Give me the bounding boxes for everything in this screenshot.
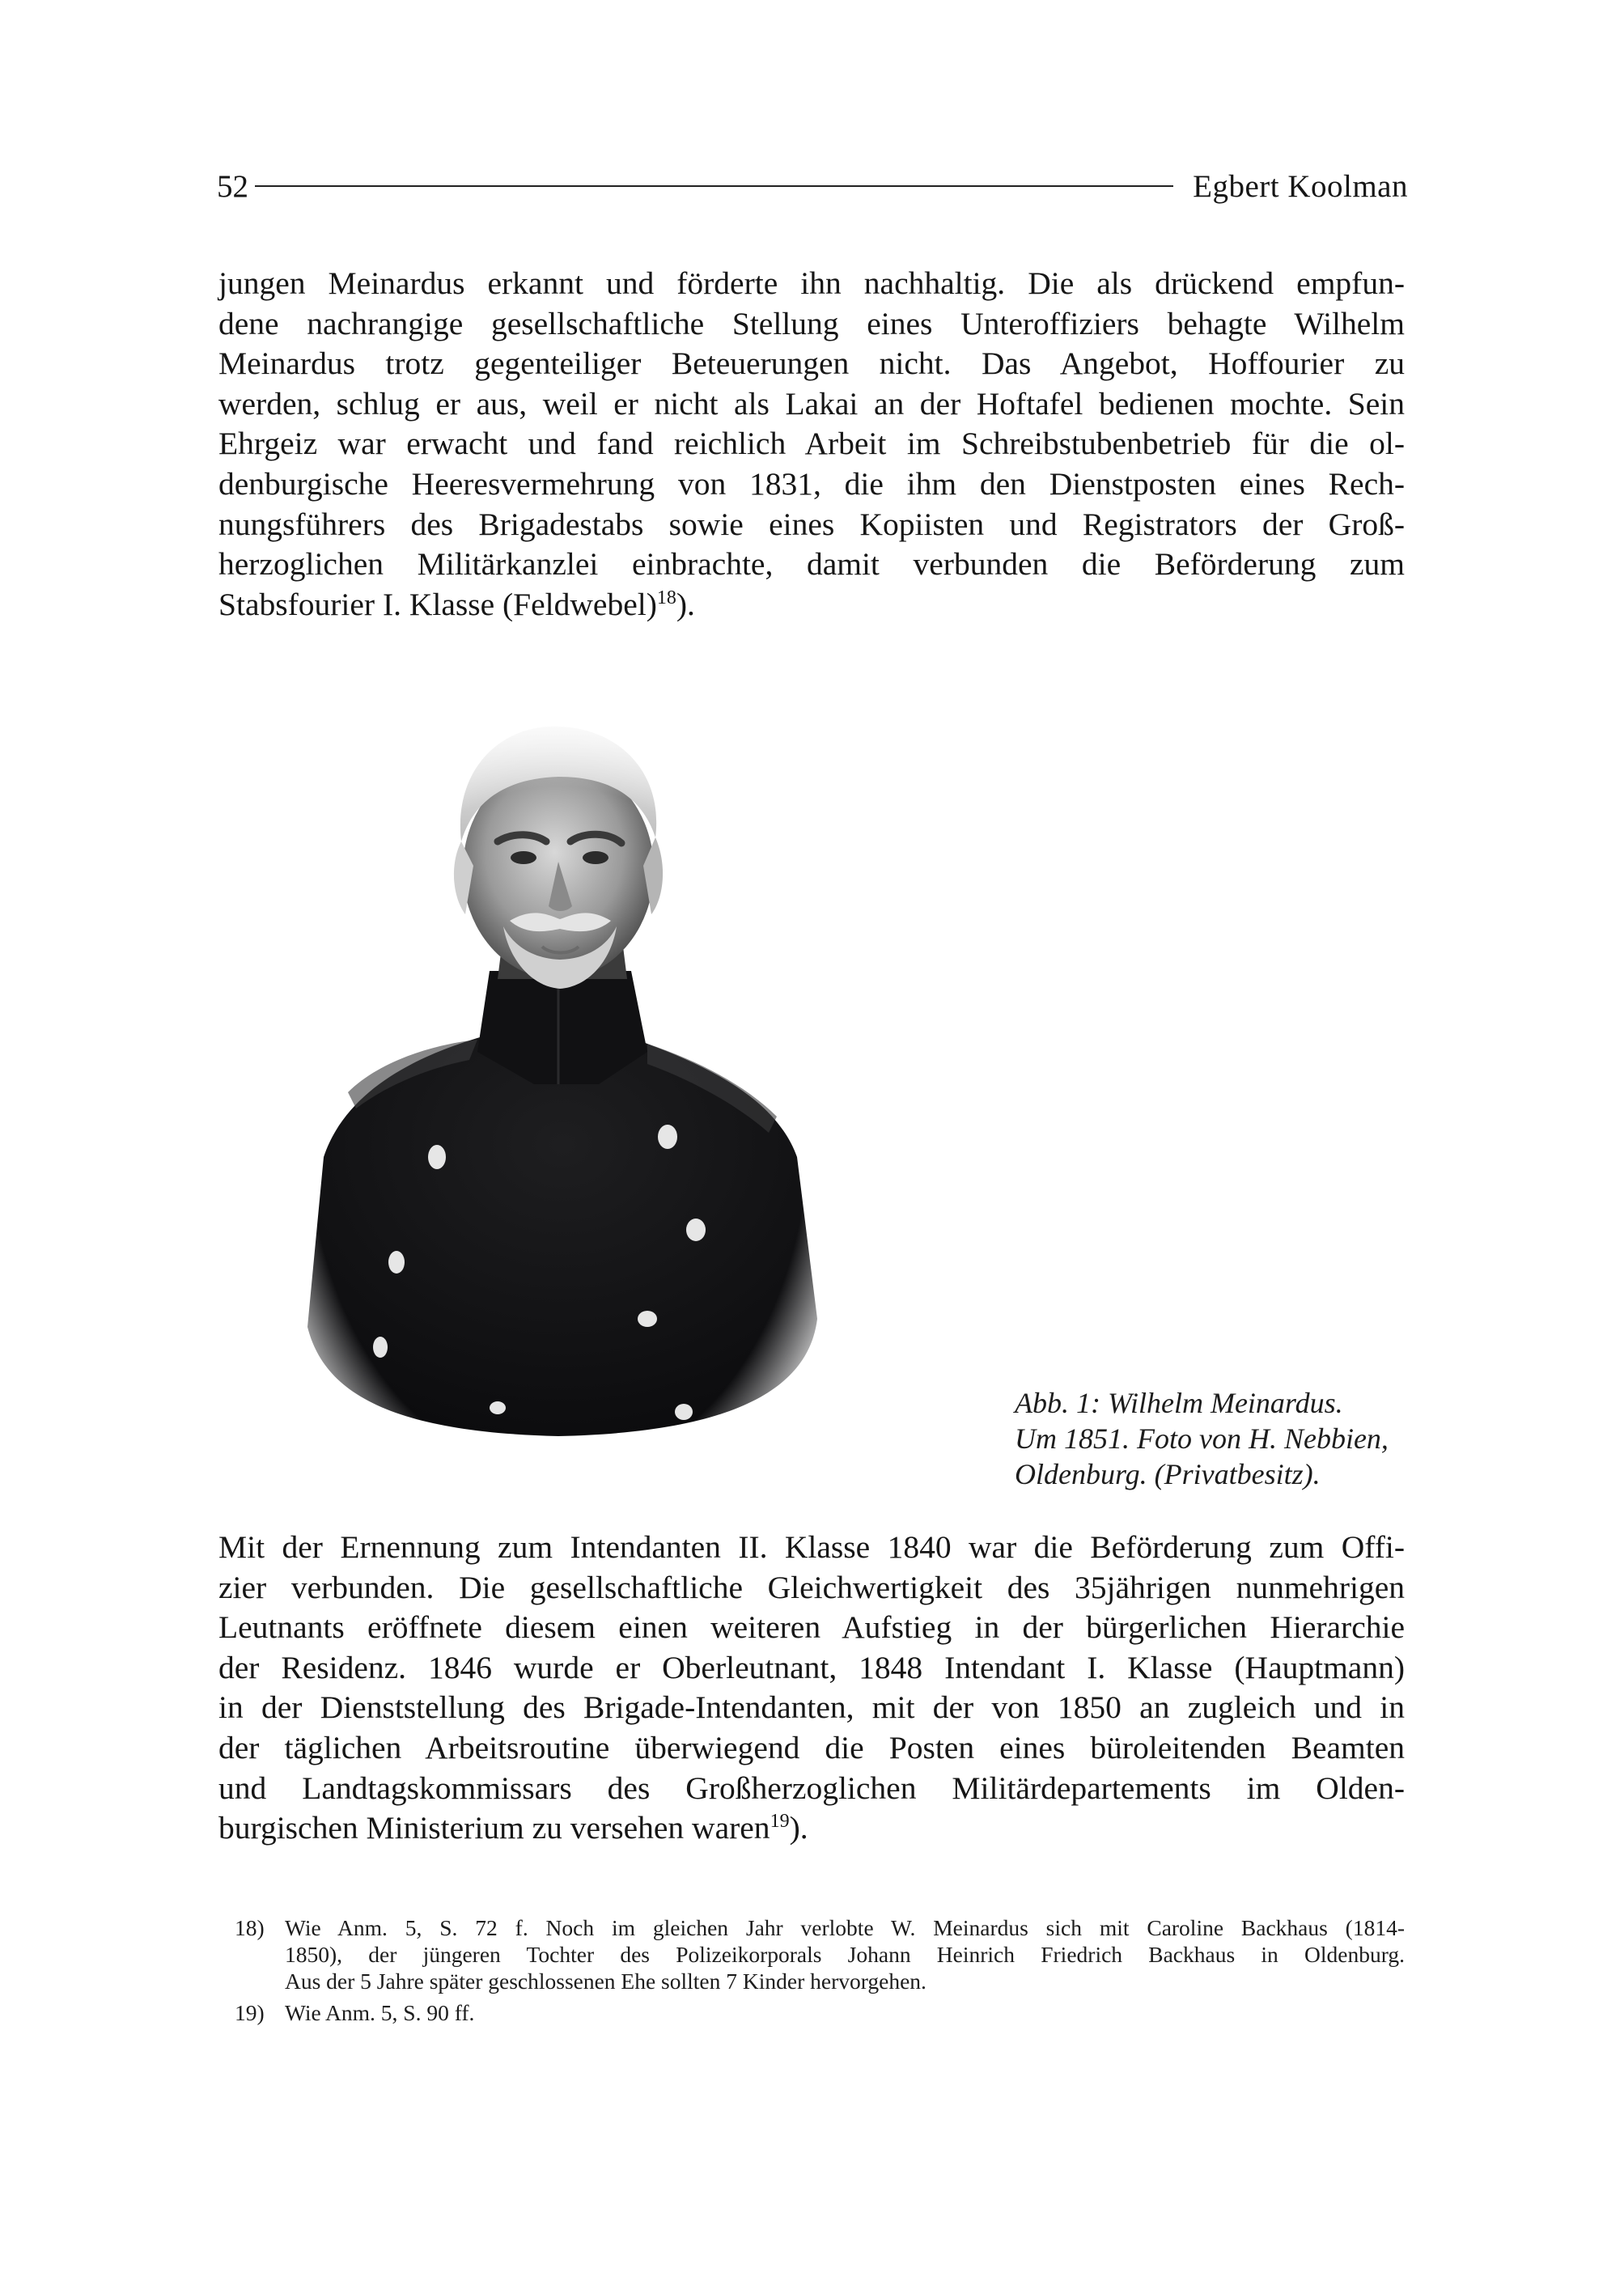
header-rule [255, 185, 1173, 187]
footnote-line: 1850), der jüngeren Tochter des Polizeikorporals Johann Heinrich Friedrich Backhaus in Oldenburg. [285, 1942, 1405, 1967]
footnote-text [285, 1999, 1405, 2026]
footnotes [235, 1914, 1405, 2031]
footnote-line: Wie Anm. 5, S. 72 f. Noch im gleichen Jahr verlobte W. Meinardus sich mit Caroline Backhaus (1814- [285, 1915, 1405, 1940]
text-line: denburgische Heeresvermehrung von 1831, die ihm den Dienstposten eines Rech- [218, 465, 1405, 502]
text-line: werden, schlug er aus, weil er nicht als Lakai an der Hoftafel bedienen mochte. Sein [218, 385, 1405, 422]
caption-line: Abb. 1: Wilhelm Meinardus. [1015, 1387, 1343, 1419]
caption-line: Oldenburg. (Privatbesitz). [1015, 1458, 1321, 1490]
text-line-last [218, 585, 1405, 625]
footnote-number: 18) [235, 1915, 265, 1940]
text-line: herzoglichen Militärkanzlei einbrachte, damit verbunden die Beförderung zum [218, 546, 1405, 583]
caption-line: Um 1851. Foto von H. Nebbien, [1015, 1422, 1389, 1455]
text-line: Ehrgeiz war erwacht und fand reichlich Arbeit im Schreibstubenbetrieb für die ol- [218, 426, 1405, 462]
running-head-author: Egbert Koolman [1193, 168, 1408, 204]
text-line: nungsführers des Brigadestabs sowie eines Kopiisten und Registrators der Groß- [218, 506, 1405, 542]
page-number: 52 [217, 168, 248, 204]
text-line: zier verbunden. Die gesellschaftliche Gleichwertigkeit des 35jährigen nunmehrigen [218, 1569, 1405, 1605]
running-header [217, 162, 1408, 210]
text-line: dene nachrangige gesellschaftliche Stellung eines Unteroffiziers behagte Wilhelm [218, 305, 1405, 341]
footnote-ref-18[interactable]: 18 [656, 587, 676, 608]
figure-caption [1015, 1385, 1403, 1492]
body-paragraph-2 [218, 1528, 1405, 1849]
footnote-ref-19[interactable]: 19 [770, 1811, 790, 1832]
text-line: jungen Meinardus erkannt und förderte ihn nachhaltig. Die als drückend empfun- [218, 265, 1405, 301]
text-fragment: ). [789, 1810, 808, 1846]
footnote-text [285, 1914, 1405, 1994]
footnote-19 [235, 1999, 1405, 2026]
footnote-line: Aus der 5 Jahre später geschlossenen Ehe sollten 7 Kinder hervorgehen. [285, 1969, 926, 1994]
text-line: der täglichen Arbeitsroutine überwiegend die Posten eines büroleitenden Beamten [218, 1729, 1405, 1765]
portrait-photo [291, 704, 825, 1440]
text-line-last [218, 1808, 1405, 1849]
text-fragment: burgischen Ministerium zu versehen waren [218, 1810, 770, 1846]
text-line: in der Dienststellung des Brigade-Intendanten, mit der von 1850 an zugleich und in [218, 1689, 1405, 1726]
body-paragraph-1 [218, 264, 1405, 625]
footnote-18 [235, 1914, 1405, 1994]
text-line: der Residenz. 1846 wurde er Oberleutnant, 1848 Intendant I. Klasse (Hauptmann) [218, 1649, 1405, 1685]
text-line: Meinardus trotz gegenteiliger Beteuerungen nicht. Das Angebot, Hoffourier zu [218, 345, 1405, 382]
text-line: und Landtagskommissars des Großherzoglichen Militärdepartements im Olden- [218, 1770, 1405, 1806]
text-line: Mit der Ernennung zum Intendanten II. Klasse 1840 war die Beförderung zum Offi- [218, 1529, 1405, 1565]
footnote-number: 19) [235, 2000, 265, 2025]
text-fragment: Stabsfourier I. Klasse (Feldwebel) [218, 586, 657, 622]
footnote-line: Wie Anm. 5, S. 90 ff. [285, 2000, 475, 2025]
text-fragment: ). [676, 586, 695, 622]
text-line: Leutnants eröffnete diesem einen weiteren Aufstieg in der bürgerlichen Hierarchie [218, 1609, 1405, 1646]
